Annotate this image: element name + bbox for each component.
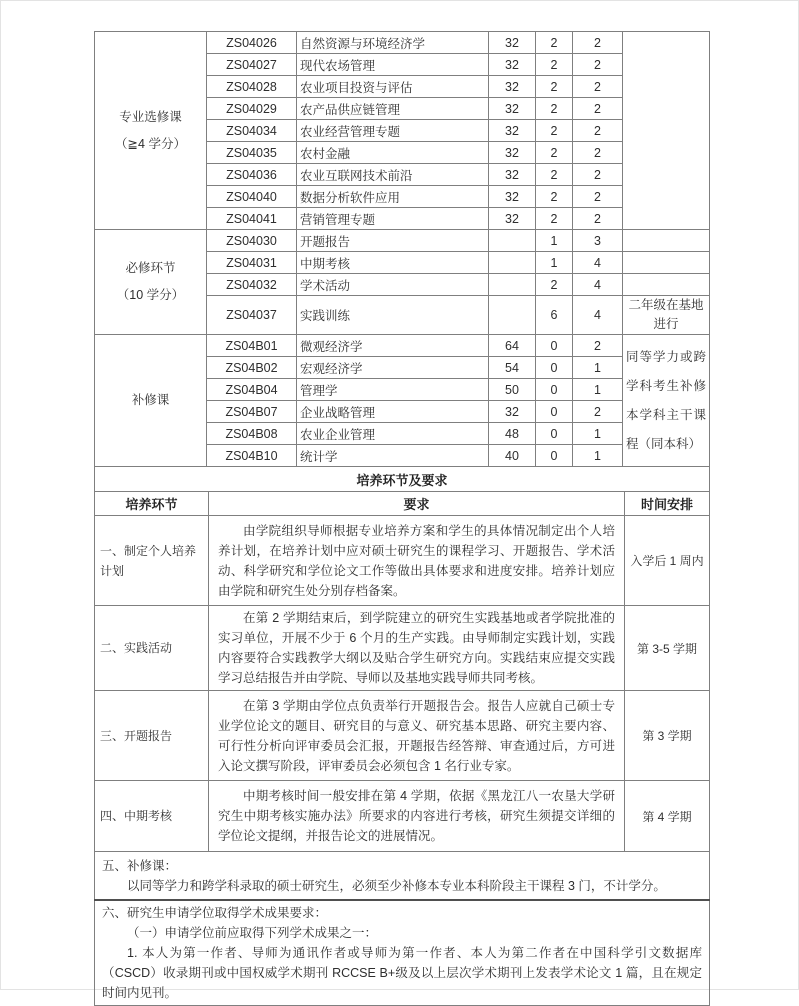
course-name: 实践训练 [297, 296, 489, 335]
course-credits: 0 [536, 335, 573, 357]
course-row [95, 32, 710, 54]
course-name: 企业战略管理 [297, 401, 489, 423]
course-credits: 0 [536, 445, 573, 467]
course-semester: 1 [573, 379, 623, 401]
course-semester: 1 [573, 445, 623, 467]
course-name: 农业经营管理专题 [297, 120, 489, 142]
requirements-header-row [95, 492, 710, 516]
course-hours: 32 [489, 54, 536, 76]
course-name: 营销管理专题 [297, 208, 489, 230]
course-name: 现代农场管理 [297, 54, 489, 76]
schedule-cell: 第 4 学期 [625, 781, 710, 852]
course-code: ZS04041 [207, 208, 297, 230]
course-semester: 2 [573, 208, 623, 230]
course-hours: 32 [489, 76, 536, 98]
course-name: 管理学 [297, 379, 489, 401]
requirement-text: 在第 2 学期结束后，到学院建立的研究生实践基地或者学院批准的实习单位，开展不少于 6 个月的生产实践。由导师制定实践计划，实践内容要符合实践教学大纲以及贴合学生研究方向。实践结束应提交实践学习总结报告并由学院、导师以及基地实践导师共同考核。 [218, 611, 615, 685]
course-name: 农业企业管理 [297, 423, 489, 445]
requirement-text: 由学院组织导师根据专业培养方案和学生的具体情况制定出个人培养计划，在培养计划中应对硕士研究生的课程学习、开题报告、学术活动、科学研究和学位论文工作等做出具体要求和进度安排。培养计划应由学院和研究生处分别存档备案。 [218, 523, 615, 598]
course-code: ZS04B10 [207, 445, 297, 467]
course-note [623, 274, 710, 296]
course-code: ZS04040 [207, 186, 297, 208]
course-table-body [95, 32, 710, 467]
course-semester: 2 [573, 98, 623, 120]
course-semester: 4 [573, 274, 623, 296]
course-semester: 2 [573, 164, 623, 186]
schedule-cell: 入学后 1 周内 [625, 516, 710, 606]
course-name: 农村金融 [297, 142, 489, 164]
course-semester: 2 [573, 335, 623, 357]
course-code: ZS04034 [207, 120, 297, 142]
requirement-text: 中期考核时间一般安排在第 4 学期，依据《黑龙江八一农垦大学研究生中期考核实施办法》所要求的内容进行考核，研究生须提交详细的学位论文提纲，并报告论文的进展情况。 [218, 789, 615, 843]
course-code: ZS04029 [207, 98, 297, 120]
course-code: ZS04031 [207, 252, 297, 274]
category-label: 必修环节 [125, 261, 176, 275]
course-credits: 0 [536, 401, 573, 423]
col-header-schedule: 时间安排 [625, 492, 710, 516]
course-hours: 54 [489, 357, 536, 379]
course-name: 中期考核 [297, 252, 489, 274]
course-semester: 2 [573, 76, 623, 98]
course-semester: 4 [573, 252, 623, 274]
course-semester: 2 [573, 401, 623, 423]
course-credits: 2 [536, 208, 573, 230]
course-hours [489, 252, 536, 274]
course-credits: 2 [536, 98, 573, 120]
course-credits: 2 [536, 164, 573, 186]
course-hours: 32 [489, 98, 536, 120]
course-credits: 0 [536, 357, 573, 379]
category-cell [95, 335, 207, 467]
course-note: 二年级在基地进行 [623, 296, 710, 335]
course-hours: 48 [489, 423, 536, 445]
course-name: 农产品供应链管理 [297, 98, 489, 120]
requirement-cell [209, 516, 625, 606]
course-semester: 2 [573, 186, 623, 208]
note-line: （一）申请学位前应取得下列学术成果之一： [127, 926, 378, 940]
course-hours: 32 [489, 164, 536, 186]
course-semester: 4 [573, 296, 623, 335]
requirement-cell [209, 606, 625, 691]
course-credits: 2 [536, 142, 573, 164]
requirements-title-row [95, 467, 710, 492]
course-code: ZS04B04 [207, 379, 297, 401]
course-name: 宏观经济学 [297, 357, 489, 379]
requirement-row [95, 781, 710, 852]
course-credits: 2 [536, 54, 573, 76]
course-semester: 1 [573, 423, 623, 445]
course-hours [489, 274, 536, 296]
category-credits-label: （10 学分） [116, 288, 185, 302]
course-credits: 0 [536, 423, 573, 445]
course-hours [489, 296, 536, 335]
course-name: 微观经济学 [297, 335, 489, 357]
course-credits: 1 [536, 252, 573, 274]
col-header-requirement: 要求 [209, 492, 625, 516]
requirement-row [95, 606, 710, 691]
category-label: 补修课 [131, 393, 170, 407]
course-code: ZS04035 [207, 142, 297, 164]
course-hours: 32 [489, 32, 536, 54]
schedule-cell: 第 3 学期 [625, 691, 710, 781]
course-table [94, 31, 710, 467]
course-credits: 1 [536, 230, 573, 252]
col-header-stage: 培养环节 [95, 492, 209, 516]
course-name: 农业项目投资与评估 [297, 76, 489, 98]
course-code: ZS04B02 [207, 357, 297, 379]
course-credits: 2 [536, 120, 573, 142]
requirement-cell [209, 781, 625, 852]
course-hours: 32 [489, 120, 536, 142]
category-cell [95, 32, 207, 230]
course-credits: 2 [536, 76, 573, 98]
course-hours: 40 [489, 445, 536, 467]
training-plan-tables [94, 31, 709, 1006]
note-line: 六、研究生申请学位取得学术成果要求： [102, 906, 328, 920]
category-credits-label: （≧4 学分） [115, 136, 186, 151]
course-hours: 32 [489, 401, 536, 423]
requirement-text: 在第 3 学期由学位点负责举行开题报告会。报告人应就自己硕士专业学位论文的题目、研究目的与意义、研究基本思路、研究主要内容、可行性分析向评审委员会汇报，开题报告经答辩、审查通过后，方可进入论文撰写阶段，评审委员会必须包含 1 名行业专家。 [218, 698, 615, 773]
course-name: 统计学 [297, 445, 489, 467]
course-semester: 1 [573, 357, 623, 379]
course-credits: 2 [536, 186, 573, 208]
course-credits: 6 [536, 296, 573, 335]
course-row [95, 335, 710, 357]
category-label: 专业选修课 [119, 109, 182, 124]
course-code: ZS04037 [207, 296, 297, 335]
course-name: 自然资源与环境经济学 [297, 32, 489, 54]
requirement-row [95, 516, 710, 606]
course-semester: 3 [573, 230, 623, 252]
stage-cell: 一、制定个人培养计划 [95, 516, 209, 606]
course-code: ZS04036 [207, 164, 297, 186]
stage-cell: 四、中期考核 [95, 781, 209, 852]
course-code: ZS04026 [207, 32, 297, 54]
course-code: ZS04B01 [207, 335, 297, 357]
requirement-row [95, 691, 710, 781]
course-code: ZS04B07 [207, 401, 297, 423]
course-credits: 2 [536, 274, 573, 296]
note-line: 五、补修课： [102, 858, 178, 873]
course-name: 农业互联网技术前沿 [297, 164, 489, 186]
note-line: 以同等学力和跨学科录取的硕士研究生，必须至少补修本专业本科阶段主干课程 3 门，不计学分。 [127, 878, 666, 893]
course-code: ZS04028 [207, 76, 297, 98]
requirements-title: 培养环节及要求 [95, 467, 710, 492]
course-hours: 50 [489, 379, 536, 401]
course-semester: 2 [573, 120, 623, 142]
requirement-cell [209, 691, 625, 781]
course-hours [489, 230, 536, 252]
category-cell [95, 230, 207, 335]
stage-cell: 三、开题报告 [95, 691, 209, 781]
stage-cell: 二、实践活动 [95, 606, 209, 691]
course-credits: 0 [536, 379, 573, 401]
supplementary-courses-row [95, 852, 710, 901]
course-semester: 2 [573, 32, 623, 54]
course-note [623, 252, 710, 274]
course-name: 数据分析软件应用 [297, 186, 489, 208]
requirements-table [94, 466, 710, 1006]
course-code: ZS04B08 [207, 423, 297, 445]
schedule-cell: 第 3-5 学期 [625, 606, 710, 691]
course-hours: 32 [489, 186, 536, 208]
course-code: ZS04027 [207, 54, 297, 76]
note-line: 1. 本人为第一作者、导师为通讯作者或导师为第一作者、本人为第二作者在中国科学引文数据库（CSCD）收录期刊或中国权威学术期刊 RCCSE B+级及以上层次学术期刊上发表学术论文 1 篇，且在规定时间内见刊。 [102, 946, 703, 1000]
section-note [623, 32, 710, 230]
course-hours: 64 [489, 335, 536, 357]
course-code: ZS04030 [207, 230, 297, 252]
course-semester: 2 [573, 54, 623, 76]
course-hours: 32 [489, 142, 536, 164]
section-note: 同等学力或跨学科考生补修本学科主干课程（同本科） [623, 335, 710, 467]
course-semester: 2 [573, 142, 623, 164]
course-code: ZS04032 [207, 274, 297, 296]
course-credits: 2 [536, 32, 573, 54]
course-row [95, 230, 710, 252]
course-note [623, 230, 710, 252]
supplementary-courses-cell [95, 852, 710, 901]
course-hours: 32 [489, 208, 536, 230]
course-name: 开题报告 [297, 230, 489, 252]
course-name: 学术活动 [297, 274, 489, 296]
